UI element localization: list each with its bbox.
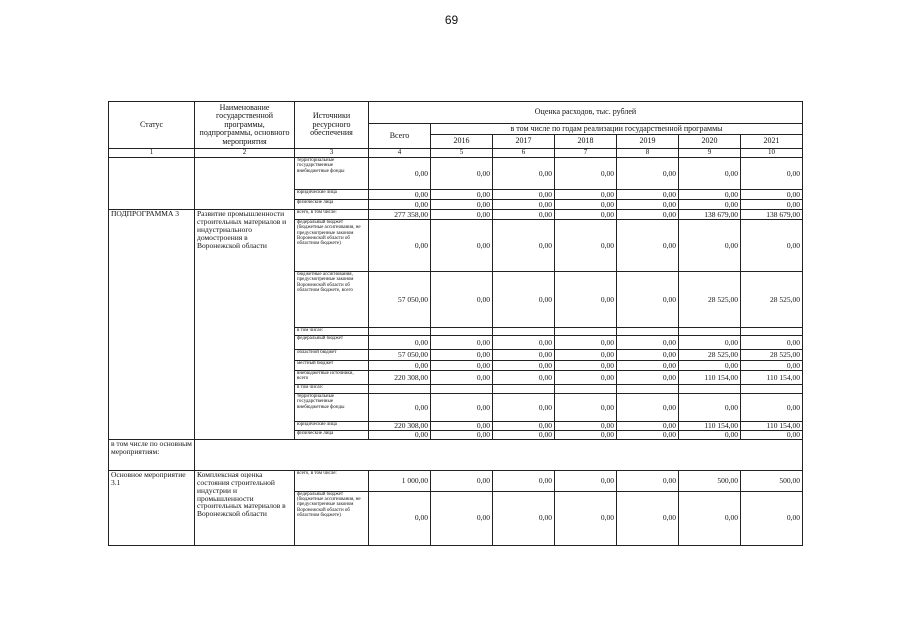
year-value-cell: 0,00 xyxy=(493,361,555,371)
year-value-cell xyxy=(431,328,493,336)
year-value-cell: 0,00 xyxy=(617,394,679,422)
budget-table xyxy=(108,101,803,546)
table-row xyxy=(109,158,803,190)
source-cell: территориальные государственные внебюджетные фонды xyxy=(295,394,369,422)
year-value-cell: 0,00 xyxy=(679,190,741,200)
year-value-cell: 0,00 xyxy=(555,394,617,422)
total-cell xyxy=(369,385,431,394)
source-cell: в том числе: xyxy=(295,328,369,336)
total-cell: 0,00 xyxy=(369,190,431,200)
table-row xyxy=(109,470,803,491)
table-row xyxy=(109,210,803,220)
year-value-cell xyxy=(555,385,617,394)
year-value-cell: 0,00 xyxy=(741,491,803,545)
year-value-cell: 0,00 xyxy=(555,158,617,190)
header-sources: Источники ресурсного обеспечения xyxy=(295,102,369,149)
year-value-cell: 110 154,00 xyxy=(679,422,741,431)
col-number: 2 xyxy=(195,149,295,158)
total-cell: 0,00 xyxy=(369,220,431,272)
year-value-cell: 0,00 xyxy=(555,200,617,210)
total-cell: 0,00 xyxy=(369,394,431,422)
year-value-cell: 0,00 xyxy=(741,190,803,200)
year-value-cell: 0,00 xyxy=(741,361,803,371)
col-number: 3 xyxy=(295,149,369,158)
year-value-cell: 0,00 xyxy=(555,431,617,440)
year-value-cell: 0,00 xyxy=(431,470,493,491)
source-cell: федеральный бюджет (бюджетные ассигнования, не предусмотренные законом Воронежской области об областном бюджете) xyxy=(295,220,369,272)
source-cell: областной бюджет xyxy=(295,350,369,361)
header-status: Статус xyxy=(109,102,195,149)
year-value-cell: 0,00 xyxy=(555,272,617,328)
year-value-cell: 0,00 xyxy=(431,361,493,371)
source-cell: юридические лица xyxy=(295,190,369,200)
year-value-cell: 0,00 xyxy=(741,431,803,440)
year-value-cell: 0,00 xyxy=(617,491,679,545)
year-value-cell: 110 154,00 xyxy=(741,422,803,431)
source-cell: физические лица xyxy=(295,431,369,440)
year-value-cell: 0,00 xyxy=(741,394,803,422)
year-value-cell: 0,00 xyxy=(741,336,803,350)
source-cell: всего, в том числе: xyxy=(295,470,369,491)
source-cell: бюджетные ассигнования, предусмотренные законом Воронежской области об областном бюджете, всего xyxy=(295,272,369,328)
year-value-cell: 0,00 xyxy=(493,394,555,422)
header-estimate: Оценка расходов, тыс. рублей xyxy=(369,102,803,124)
year-value-cell: 0,00 xyxy=(617,422,679,431)
name-cell xyxy=(195,158,295,210)
year-value-cell xyxy=(493,385,555,394)
year-value-cell: 28 525,00 xyxy=(741,350,803,361)
year-value-cell: 0,00 xyxy=(555,350,617,361)
year-value-cell xyxy=(617,385,679,394)
year-value-cell: 138 679,00 xyxy=(741,210,803,220)
year-value-cell: 0,00 xyxy=(679,200,741,210)
year-value-cell xyxy=(555,328,617,336)
status-cell: Основное мероприятие 3.1 xyxy=(109,470,195,545)
header-year: 2020 xyxy=(679,135,741,149)
year-value-cell: 0,00 xyxy=(493,272,555,328)
year-value-cell: 0,00 xyxy=(555,371,617,385)
year-value-cell: 0,00 xyxy=(431,394,493,422)
year-value-cell: 0,00 xyxy=(493,470,555,491)
source-cell: юридические лица xyxy=(295,422,369,431)
year-value-cell: 0,00 xyxy=(617,210,679,220)
year-value-cell: 0,00 xyxy=(617,272,679,328)
year-value-cell: 0,00 xyxy=(431,422,493,431)
year-value-cell: 0,00 xyxy=(679,491,741,545)
year-value-cell: 0,00 xyxy=(431,371,493,385)
source-cell: всего, в том числе: xyxy=(295,210,369,220)
year-value-cell: 0,00 xyxy=(617,158,679,190)
year-value-cell: 0,00 xyxy=(741,220,803,272)
year-value-cell: 110 154,00 xyxy=(679,371,741,385)
year-value-cell xyxy=(741,328,803,336)
col-number: 4 xyxy=(369,149,431,158)
year-value-cell: 0,00 xyxy=(679,336,741,350)
year-value-cell: 0,00 xyxy=(617,431,679,440)
year-value-cell: 0,00 xyxy=(431,220,493,272)
year-value-cell: 0,00 xyxy=(493,200,555,210)
year-value-cell xyxy=(431,385,493,394)
year-value-cell: 0,00 xyxy=(493,336,555,350)
year-value-cell: 0,00 xyxy=(493,422,555,431)
year-value-cell: 0,00 xyxy=(431,190,493,200)
year-value-cell: 500,00 xyxy=(679,470,741,491)
total-cell: 57 050,00 xyxy=(369,272,431,328)
year-value-cell: 0,00 xyxy=(555,190,617,200)
total-cell: 277 358,00 xyxy=(369,210,431,220)
year-value-cell: 0,00 xyxy=(431,158,493,190)
name-cell: Развитие промышленности строительных материалов и индустриального домостроения в Воронежской области xyxy=(195,210,295,440)
year-value-cell: 0,00 xyxy=(493,158,555,190)
year-value-cell: 0,00 xyxy=(617,200,679,210)
year-value-cell: 0,00 xyxy=(431,272,493,328)
header-year: 2018 xyxy=(555,135,617,149)
year-value-cell: 0,00 xyxy=(679,158,741,190)
table-row xyxy=(109,439,803,470)
year-value-cell: 138 679,00 xyxy=(679,210,741,220)
year-value-cell xyxy=(679,385,741,394)
year-value-cell: 0,00 xyxy=(679,394,741,422)
source-cell: федеральный бюджет (бюджетные ассигнования, не предусмотренные законом Воронежской области об областном бюджете) xyxy=(295,491,369,545)
section-heading: в том числе по основным мероприятиям: xyxy=(109,439,195,470)
year-value-cell: 0,00 xyxy=(679,220,741,272)
year-value-cell: 0,00 xyxy=(493,491,555,545)
status-cell: ПОДПРОГРАММА 3 xyxy=(109,210,195,440)
year-value-cell: 0,00 xyxy=(493,220,555,272)
total-cell: 57 050,00 xyxy=(369,350,431,361)
year-value-cell: 0,00 xyxy=(431,336,493,350)
total-cell: 1 000,00 xyxy=(369,470,431,491)
year-value-cell: 0,00 xyxy=(431,350,493,361)
year-value-cell: 0,00 xyxy=(741,158,803,190)
total-cell: 0,00 xyxy=(369,431,431,440)
year-value-cell: 0,00 xyxy=(679,361,741,371)
year-value-cell: 110 154,00 xyxy=(741,371,803,385)
year-value-cell xyxy=(617,328,679,336)
year-value-cell: 28 525,00 xyxy=(679,272,741,328)
source-cell: местный бюджет xyxy=(295,361,369,371)
col-number: 9 xyxy=(679,149,741,158)
year-value-cell xyxy=(741,385,803,394)
source-cell: физические лица xyxy=(295,200,369,210)
year-value-cell: 0,00 xyxy=(431,491,493,545)
section-heading-filler xyxy=(195,439,803,470)
year-value-cell: 0,00 xyxy=(431,431,493,440)
source-cell: территориальные государственные внебюджетные фонды xyxy=(295,158,369,190)
status-cell xyxy=(109,158,195,210)
total-cell: 220 308,00 xyxy=(369,371,431,385)
year-value-cell: 0,00 xyxy=(431,210,493,220)
source-cell: федеральный бюджет xyxy=(295,336,369,350)
year-value-cell: 28 525,00 xyxy=(679,350,741,361)
year-value-cell: 0,00 xyxy=(617,220,679,272)
total-cell: 0,00 xyxy=(369,336,431,350)
year-value-cell: 28 525,00 xyxy=(741,272,803,328)
year-value-cell: 0,00 xyxy=(741,200,803,210)
year-value-cell xyxy=(493,328,555,336)
total-cell: 0,00 xyxy=(369,200,431,210)
total-cell: 0,00 xyxy=(369,361,431,371)
year-value-cell: 0,00 xyxy=(617,350,679,361)
header-name: Наименование государственной программы, подпрограммы, основного мероприятия xyxy=(195,102,295,149)
year-value-cell: 0,00 xyxy=(555,491,617,545)
source-cell: в том числе: xyxy=(295,385,369,394)
year-value-cell: 0,00 xyxy=(617,470,679,491)
col-number: 1 xyxy=(109,149,195,158)
source-cell: внебюджетные источники, всего xyxy=(295,371,369,385)
header-total: Всего xyxy=(369,124,431,149)
year-value-cell xyxy=(679,328,741,336)
col-number: 8 xyxy=(617,149,679,158)
year-value-cell: 0,00 xyxy=(555,361,617,371)
year-value-cell: 0,00 xyxy=(431,200,493,210)
header-year: 2017 xyxy=(493,135,555,149)
total-cell: 0,00 xyxy=(369,158,431,190)
header-year: 2019 xyxy=(617,135,679,149)
year-value-cell: 0,00 xyxy=(617,361,679,371)
year-value-cell: 0,00 xyxy=(555,336,617,350)
year-value-cell: 0,00 xyxy=(493,190,555,200)
year-value-cell: 0,00 xyxy=(555,470,617,491)
page-number: 69 xyxy=(444,13,459,27)
year-value-cell: 0,00 xyxy=(617,336,679,350)
total-cell xyxy=(369,328,431,336)
year-value-cell: 0,00 xyxy=(617,371,679,385)
year-value-cell: 0,00 xyxy=(679,431,741,440)
year-value-cell: 0,00 xyxy=(493,371,555,385)
header-by-years: в том числе по годам реализации государственной программы xyxy=(431,124,803,135)
col-number: 5 xyxy=(431,149,493,158)
year-value-cell: 0,00 xyxy=(493,210,555,220)
header-year: 2021 xyxy=(741,135,803,149)
year-value-cell: 500,00 xyxy=(741,470,803,491)
total-cell: 220 308,00 xyxy=(369,422,431,431)
name-cell: Комплексная оценка состояния строительной индустрии и промышленности строительных материалов в Воронежской области xyxy=(195,470,295,545)
year-value-cell: 0,00 xyxy=(493,350,555,361)
total-cell: 0,00 xyxy=(369,491,431,545)
col-number: 7 xyxy=(555,149,617,158)
year-value-cell: 0,00 xyxy=(617,190,679,200)
year-value-cell: 0,00 xyxy=(555,220,617,272)
year-value-cell: 0,00 xyxy=(493,431,555,440)
year-value-cell: 0,00 xyxy=(555,422,617,431)
year-value-cell: 0,00 xyxy=(555,210,617,220)
header-year: 2016 xyxy=(431,135,493,149)
col-number: 10 xyxy=(741,149,803,158)
col-number: 6 xyxy=(493,149,555,158)
